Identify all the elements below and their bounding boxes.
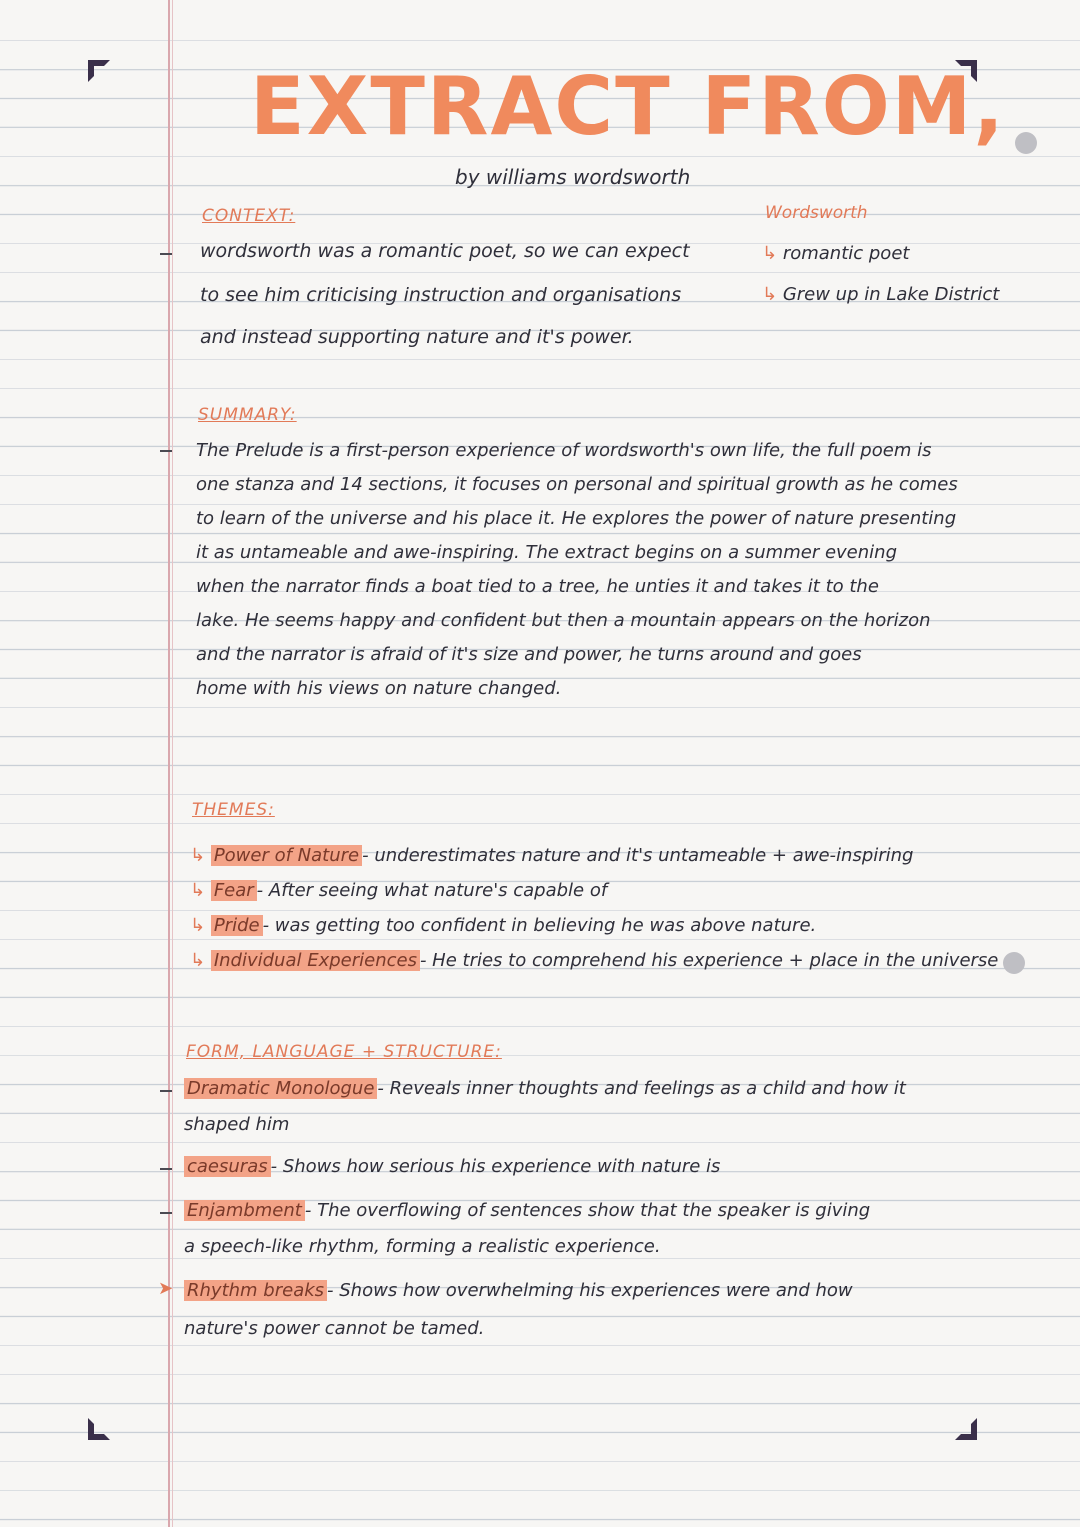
- theme-term: Power of Nature: [211, 845, 362, 866]
- theme-text: - was getting too confident in believing he was above nature.: [262, 915, 817, 936]
- arrow-icon: ↳: [190, 845, 211, 866]
- theme-text: - After seeing what nature's capable of: [256, 880, 608, 901]
- summary-line: when the narrator finds a boat tied to a tree, he unties it and takes it to the: [196, 576, 879, 597]
- corner-bracket-top-left-icon: [88, 60, 110, 82]
- bullet-dash: [160, 253, 172, 255]
- form-term: caesuras: [184, 1156, 271, 1177]
- summary-heading: SUMMARY:: [198, 405, 297, 425]
- form-item: [184, 1200, 870, 1221]
- form-term: Dramatic Monologue: [184, 1078, 377, 1099]
- form-term: Enjambment: [184, 1200, 305, 1221]
- form-text: a speech-like rhythm, forming a realistic experience.: [184, 1236, 661, 1257]
- context-line: to see him criticising instruction and organisations: [200, 284, 682, 306]
- context-side-item: [762, 284, 999, 305]
- summary-line: lake. He seems happy and confident but then a mountain appears on the horizon: [196, 610, 931, 631]
- summary-line: and the narrator is afraid of it's size and power, he turns around and goes: [196, 644, 862, 665]
- bullet-dash: [160, 1090, 172, 1092]
- context-side-item: [762, 243, 909, 264]
- theme-item: [190, 845, 913, 866]
- theme-item: [190, 880, 607, 901]
- theme-text: - underestimates nature and it's untameable + awe-inspiring: [362, 845, 914, 866]
- punch-hole: [1015, 132, 1037, 154]
- context-line: and instead supporting nature and it's power.: [200, 326, 634, 348]
- theme-item: [190, 950, 998, 971]
- form-heading: FORM, LANGUAGE + STRUCTURE:: [186, 1042, 502, 1062]
- form-text: shaped him: [184, 1114, 290, 1135]
- arrow-icon: ↳: [190, 915, 211, 936]
- bullet-dash: [160, 1168, 172, 1170]
- bullet-dash: [160, 450, 172, 452]
- punch-hole: [1003, 952, 1025, 974]
- form-text: - Shows how overwhelming his experiences were and how: [327, 1280, 853, 1301]
- theme-item: [190, 915, 816, 936]
- form-item: [184, 1156, 720, 1177]
- arrow-icon: ↳: [762, 284, 783, 305]
- summary-line: to learn of the universe and his place it. He explores the power of nature presenting: [196, 508, 957, 529]
- context-heading: CONTEXT:: [202, 206, 296, 226]
- theme-text: - He tries to comprehend his experience + place in the universe: [419, 950, 999, 971]
- summary-line: one stanza and 14 sections, it focuses on personal and spiritual growth as he comes: [196, 474, 958, 495]
- arrow-icon: ↳: [190, 880, 211, 901]
- form-term: Rhythm breaks: [184, 1280, 327, 1301]
- summary-line: home with his views on nature changed.: [196, 678, 562, 699]
- theme-term: Pride: [211, 915, 263, 936]
- corner-bracket-bottom-right-icon: [955, 1418, 977, 1440]
- form-text: - The overflowing of sentences show that the speaker is giving: [304, 1200, 871, 1221]
- page-title: EXTRACT FROM,: [250, 60, 1006, 153]
- form-text: nature's power cannot be tamed.: [184, 1318, 485, 1339]
- summary-line: it as untameable and awe-inspiring. The extract begins on a summer evening: [196, 542, 897, 563]
- byline: by williams wordsworth: [455, 165, 691, 189]
- corner-bracket-bottom-left-icon: [88, 1418, 110, 1440]
- theme-term: Individual Experiences: [211, 950, 420, 971]
- form-text: - Reveals inner thoughts and feelings as a child and how it: [377, 1078, 906, 1099]
- summary-line: The Prelude is a first-person experience of wordsworth's own life, the full poem is: [196, 440, 932, 461]
- themes-heading: THEMES:: [192, 800, 275, 820]
- arrow-icon: ↳: [190, 950, 211, 971]
- form-item: [184, 1078, 906, 1099]
- side-item-text: romantic poet: [782, 243, 910, 264]
- form-item: [184, 1280, 853, 1301]
- context-line: wordsworth was a romantic poet, so we can expect: [200, 240, 690, 262]
- bullet-dash: [160, 1212, 172, 1214]
- context-side-heading: Wordsworth: [765, 203, 868, 223]
- side-item-text: Grew up in Lake District: [782, 284, 1000, 305]
- arrow-icon: ➤: [158, 1278, 174, 1299]
- theme-term: Fear: [211, 880, 257, 901]
- form-text: - Shows how serious his experience with nature is: [270, 1156, 721, 1177]
- arrow-icon: ↳: [762, 243, 783, 264]
